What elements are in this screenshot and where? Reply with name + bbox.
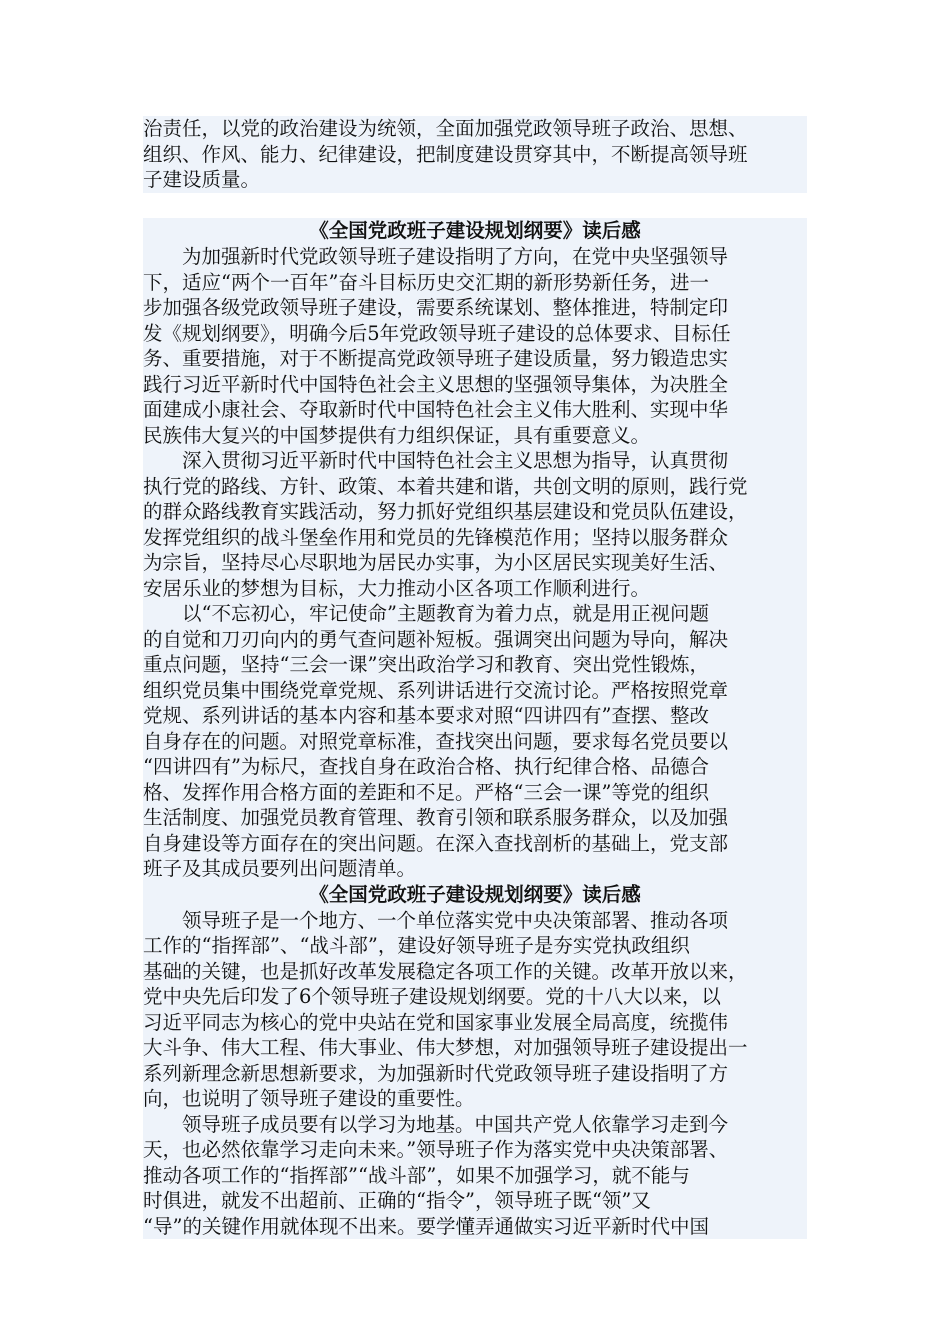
text-line: 格、发挥作用合格方面的差距和不足。严格“三会一课”等党的组织 — [143, 780, 807, 806]
text-line: 班子及其成员要列出问题清单。 — [143, 856, 807, 882]
text-line: 面建成小康社会、夺取新时代中国特色社会主义伟大胜利、实现中华 — [143, 397, 807, 423]
text-line: 发挥党组织的战斗堡垒作用和党员的先锋模范作用；坚持以服务群众 — [143, 525, 807, 551]
text-line: 系列新理念新思想新要求，为加强新时代党政领导班子建设指明了方 — [143, 1061, 807, 1087]
text-line: 为加强新时代党政领导班子建设指明了方向，在党中央坚强领导 — [143, 244, 807, 270]
text-line: 发《规划纲要》，明确今后5年党政领导班子建设的总体要求、目标任 — [143, 321, 807, 347]
text-line: 推动各项工作的“指挥部”“战斗部”，如果不加强学习，就不能与 — [143, 1163, 807, 1189]
text-line: 自身建设等方面存在的突出问题。在深入查找剖析的基础上，党支部 — [143, 831, 807, 857]
intro-paragraph — [143, 116, 807, 193]
text-line: 时俱进，就发不出超前、正确的“指令”，领导班子既“领”又 — [143, 1188, 807, 1214]
text-line: 生活制度、加强党员教育管理、教育引领和联系服务群众，以及加强 — [143, 805, 807, 831]
section-title: 《全国党政班子建设规划纲要》读后感 — [143, 882, 807, 908]
text-line: 安居乐业的梦想为目标，大力推动小区各项工作顺利进行。 — [143, 576, 807, 602]
text-line: 执行党的路线、方针、政策、本着共建和谐，共创文明的原则，践行党 — [143, 474, 807, 500]
document-page — [143, 116, 807, 1239]
text-line: 以“不忘初心，牢记使命”主题教育为着力点，就是用正视问题 — [143, 601, 807, 627]
text-line: 领导班子是一个地方、一个单位落实党中央决策部署、推动各项 — [143, 908, 807, 934]
text-line: 下，适应“两个一百年”奋斗目标历史交汇期的新形势新任务，进一 — [143, 270, 807, 296]
text-line: 党中央先后印发了6个领导班子建设规划纲要。党的十八大以来，以 — [143, 984, 807, 1010]
text-line: 自身存在的问题。对照党章标准，查找突出问题，要求每名党员要以 — [143, 729, 807, 755]
text-line: 民族伟大复兴的中国梦提供有力组织保证，具有重要意义。 — [143, 423, 807, 449]
text-line: 基础的关键，也是抓好改革发展稳定各项工作的关键。改革开放以来， — [143, 959, 807, 985]
section-1 — [143, 218, 807, 882]
text-line: 践行习近平新时代中国特色社会主义思想的坚强领导集体，为决胜全 — [143, 372, 807, 398]
spacer — [143, 193, 807, 219]
text-line: 深入贯彻习近平新时代中国特色社会主义思想为指导，认真贯彻 — [143, 448, 807, 474]
text-line: 组织、作风、能力、纪律建设，把制度建设贯穿其中，不断提高领导班 — [143, 142, 807, 168]
text-line: 的自觉和刀刃向内的勇气查问题补短板。强调突出问题为导向，解决 — [143, 627, 807, 653]
section-2 — [143, 882, 807, 1240]
text-line: 重点问题，坚持“三会一课”突出政治学习和教育、突出党性锻炼， — [143, 652, 807, 678]
text-line: “四讲四有”为标尺，查找自身在政治合格、执行纪律合格、品德合 — [143, 754, 807, 780]
text-line: “导”的关键作用就体现不出来。要学懂弄通做实习近平新时代中国 — [143, 1214, 807, 1240]
section-title: 《全国党政班子建设规划纲要》读后感 — [143, 218, 807, 244]
text-line: 为宗旨，坚持尽心尽职地为居民办实事，为小区居民实现美好生活、 — [143, 550, 807, 576]
text-line: 习近平同志为核心的党中央站在党和国家事业发展全局高度，统揽伟 — [143, 1010, 807, 1036]
text-line: 领导班子成员要有以学习为地基。中国共产党人依靠学习走到今 — [143, 1112, 807, 1138]
text-line: 步加强各级党政领导班子建设，需要系统谋划、整体推进，特制定印 — [143, 295, 807, 321]
text-line: 子建设质量。 — [143, 167, 807, 193]
text-line: 党规、系列讲话的基本内容和基本要求对照“四讲四有”查摆、整改 — [143, 703, 807, 729]
text-line: 的群众路线教育实践活动，努力抓好党组织基层建设和党员队伍建设， — [143, 499, 807, 525]
text-line: 组织党员集中围绕党章党规、系列讲话进行交流讨论。严格按照党章 — [143, 678, 807, 704]
text-line: 治责任，以党的政治建设为统领，全面加强党政领导班子政治、思想、 — [143, 116, 807, 142]
text-line: 向，也说明了领导班子建设的重要性。 — [143, 1086, 807, 1112]
text-line: 务、重要措施，对于不断提高党政领导班子建设质量，努力锻造忠实 — [143, 346, 807, 372]
text-line: 大斗争、伟大工程、伟大事业、伟大梦想，对加强领导班子建设提出一 — [143, 1035, 807, 1061]
text-line: 天，也必然依靠学习走向未来。”领导班子作为落实党中央决策部署、 — [143, 1137, 807, 1163]
text-line: 工作的“指挥部”、“战斗部”，建设好领导班子是夯实党执政组织 — [143, 933, 807, 959]
